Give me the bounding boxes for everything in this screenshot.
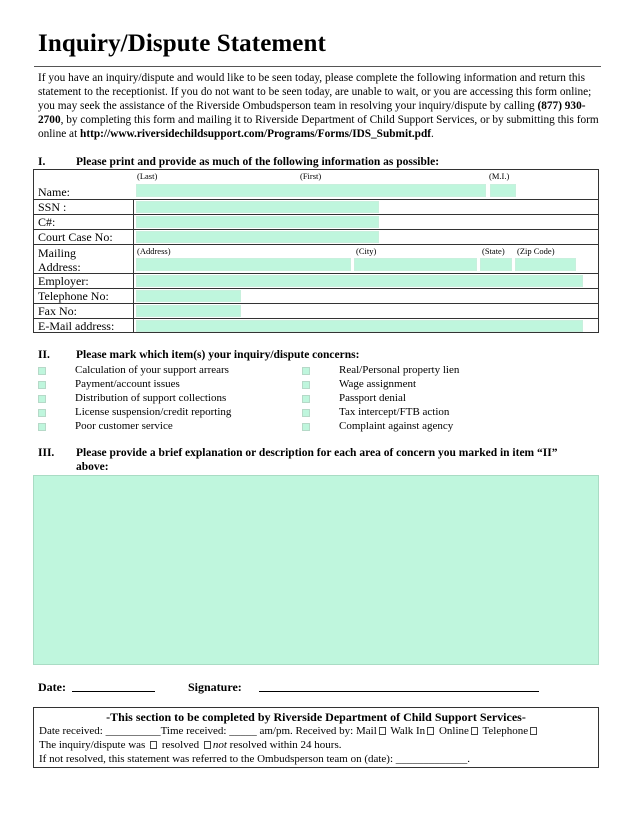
section-3-number: III. xyxy=(38,447,55,459)
fax-label: Fax No: xyxy=(38,304,77,318)
checkbox-complaint[interactable] xyxy=(302,423,310,431)
employer-field[interactable] xyxy=(136,275,583,287)
date-received-text: Date received: __________Time received: _____ am/pm. Received by: Mail xyxy=(39,725,377,737)
section-3-heading xyxy=(38,447,604,477)
office-received-line xyxy=(39,725,539,737)
sublabel-city: (City) xyxy=(356,246,377,256)
not-resolved-label: resolved within 24 hours. xyxy=(229,739,342,751)
intro-text-2: , by completing this form and mailing it to Riverside Department of Child Support Services, or by submitting this form online at xyxy=(38,114,599,141)
signature-field[interactable] xyxy=(259,691,539,692)
telephone-label: Telephone No: xyxy=(38,289,109,303)
table-row-line xyxy=(33,214,599,215)
ssn-field[interactable] xyxy=(136,201,379,213)
intro-text-1: If you have an inquiry/dispute and would like to be seen today, please complete the following information and return this statement to the receptionist. If you do not want to be seen today, are unable to wait, or you are accessing this form online; you may seek the assistance of the Riverside Ombudsperson team in resolving your inquiry/dispute by calling xyxy=(38,72,592,113)
item-lien: Real/Personal property lien xyxy=(339,364,460,376)
checkbox-license[interactable] xyxy=(38,409,46,417)
office-heading: -This section to be completed by Riverside Department of Child Support Services- xyxy=(106,710,526,724)
walk-in-label: Walk In xyxy=(390,725,426,737)
table-row-line xyxy=(33,273,599,274)
checkbox-tax[interactable] xyxy=(302,409,310,417)
middle-initial-field[interactable] xyxy=(490,184,516,197)
sublabel-state: (State) xyxy=(482,246,505,256)
sublabel-address: (Address) xyxy=(137,246,171,256)
table-row-line xyxy=(33,318,599,319)
checkbox-customer-service[interactable] xyxy=(38,423,46,431)
address-label: Address: xyxy=(38,260,81,274)
checkbox-passport[interactable] xyxy=(302,395,310,403)
name-field[interactable] xyxy=(136,184,486,197)
city-field[interactable] xyxy=(354,258,477,271)
sublabel-first: (First) xyxy=(300,171,322,181)
item-payment: Payment/account issues xyxy=(75,378,180,390)
sublabel-mi: (M.I.) xyxy=(489,171,510,181)
explanation-textarea[interactable] xyxy=(33,475,599,665)
item-arrears: Calculation of your support arrears xyxy=(75,364,229,376)
intro-text-3: . xyxy=(431,128,434,141)
state-field[interactable] xyxy=(480,258,512,271)
sublabel-zip: (Zip Code) xyxy=(517,246,555,256)
title-rule xyxy=(34,66,601,67)
item-distribution: Distribution of support collections xyxy=(75,392,227,404)
table-row-line xyxy=(33,199,599,200)
section-2-text: Please mark which item(s) your inquiry/dispute concerns: xyxy=(76,349,360,361)
case-number-label: C#: xyxy=(38,215,56,229)
court-case-label: Court Case No: xyxy=(38,230,113,244)
email-field[interactable] xyxy=(136,320,583,332)
zip-field[interactable] xyxy=(515,258,576,271)
checkbox-wage[interactable] xyxy=(302,381,310,389)
sublabel-last: (Last) xyxy=(137,171,158,181)
address-field[interactable] xyxy=(136,258,351,271)
table-divider xyxy=(133,199,134,333)
section-3-text: Please provide a brief explanation or description for each area of concern you marked in item “II” xyxy=(76,447,558,459)
item-complaint: Complaint against agency xyxy=(339,420,454,432)
section-3-text-2: above: xyxy=(76,461,109,473)
telephone-method-label: Telephone xyxy=(482,725,529,737)
checkbox-distribution[interactable] xyxy=(38,395,46,403)
resolved-prefix: The inquiry/dispute was xyxy=(39,739,146,751)
name-label: Name: xyxy=(38,185,70,199)
section-1-number: I. xyxy=(38,156,46,168)
office-resolved-line xyxy=(39,739,341,751)
table-row-line xyxy=(33,303,599,304)
item-customer-service: Poor customer service xyxy=(75,420,173,432)
checkbox-payment[interactable] xyxy=(38,381,46,389)
phone-number: (877) 930-2700 xyxy=(38,100,586,127)
office-use-section xyxy=(33,707,599,768)
office-referred-line: If not resolved, this statement was referred to the Ombudsperson team on (date): _____________. xyxy=(39,753,471,765)
case-number-field[interactable] xyxy=(136,216,379,228)
online-label: Online xyxy=(438,725,469,737)
table-row-line xyxy=(33,229,599,230)
email-label: E-Mail address: xyxy=(38,319,115,333)
checkbox-arrears[interactable] xyxy=(38,367,46,375)
signature-label: Signature: xyxy=(188,680,242,694)
section-1-text: Please print and provide as much of the following information as possible: xyxy=(76,156,440,168)
mailing-label: Mailing xyxy=(38,246,76,260)
page-title: Inquiry/Dispute Statement xyxy=(38,30,326,57)
telephone-checkbox[interactable] xyxy=(530,727,537,735)
telephone-field[interactable] xyxy=(136,290,241,302)
mail-checkbox[interactable] xyxy=(379,727,386,735)
item-wage: Wage assignment xyxy=(339,378,417,390)
table-row-line xyxy=(33,288,599,289)
form-url: http://www.riversidechildsupport.com/Programs/Forms/IDS_Submit.pdf xyxy=(80,128,431,141)
item-passport: Passport denial xyxy=(339,392,406,404)
not-resolved-checkbox[interactable] xyxy=(204,741,211,749)
item-license: License suspension/credit reporting xyxy=(75,406,232,418)
walk-in-checkbox[interactable] xyxy=(427,727,434,735)
not-word: not xyxy=(212,739,227,751)
section-2-number: II. xyxy=(38,349,50,361)
employer-label: Employer: xyxy=(38,274,89,288)
checkbox-lien[interactable] xyxy=(302,367,310,375)
intro-paragraph xyxy=(38,71,604,141)
resolved-checkbox[interactable] xyxy=(150,741,157,749)
fax-field[interactable] xyxy=(136,305,241,317)
ssn-label: SSN : xyxy=(38,200,67,214)
date-field[interactable] xyxy=(72,691,155,692)
item-tax: Tax intercept/FTB action xyxy=(339,406,450,418)
resolved-label: resolved xyxy=(161,739,200,751)
court-case-field[interactable] xyxy=(136,231,379,243)
date-label: Date: xyxy=(38,680,66,694)
online-checkbox[interactable] xyxy=(471,727,478,735)
table-row-line xyxy=(33,244,599,245)
